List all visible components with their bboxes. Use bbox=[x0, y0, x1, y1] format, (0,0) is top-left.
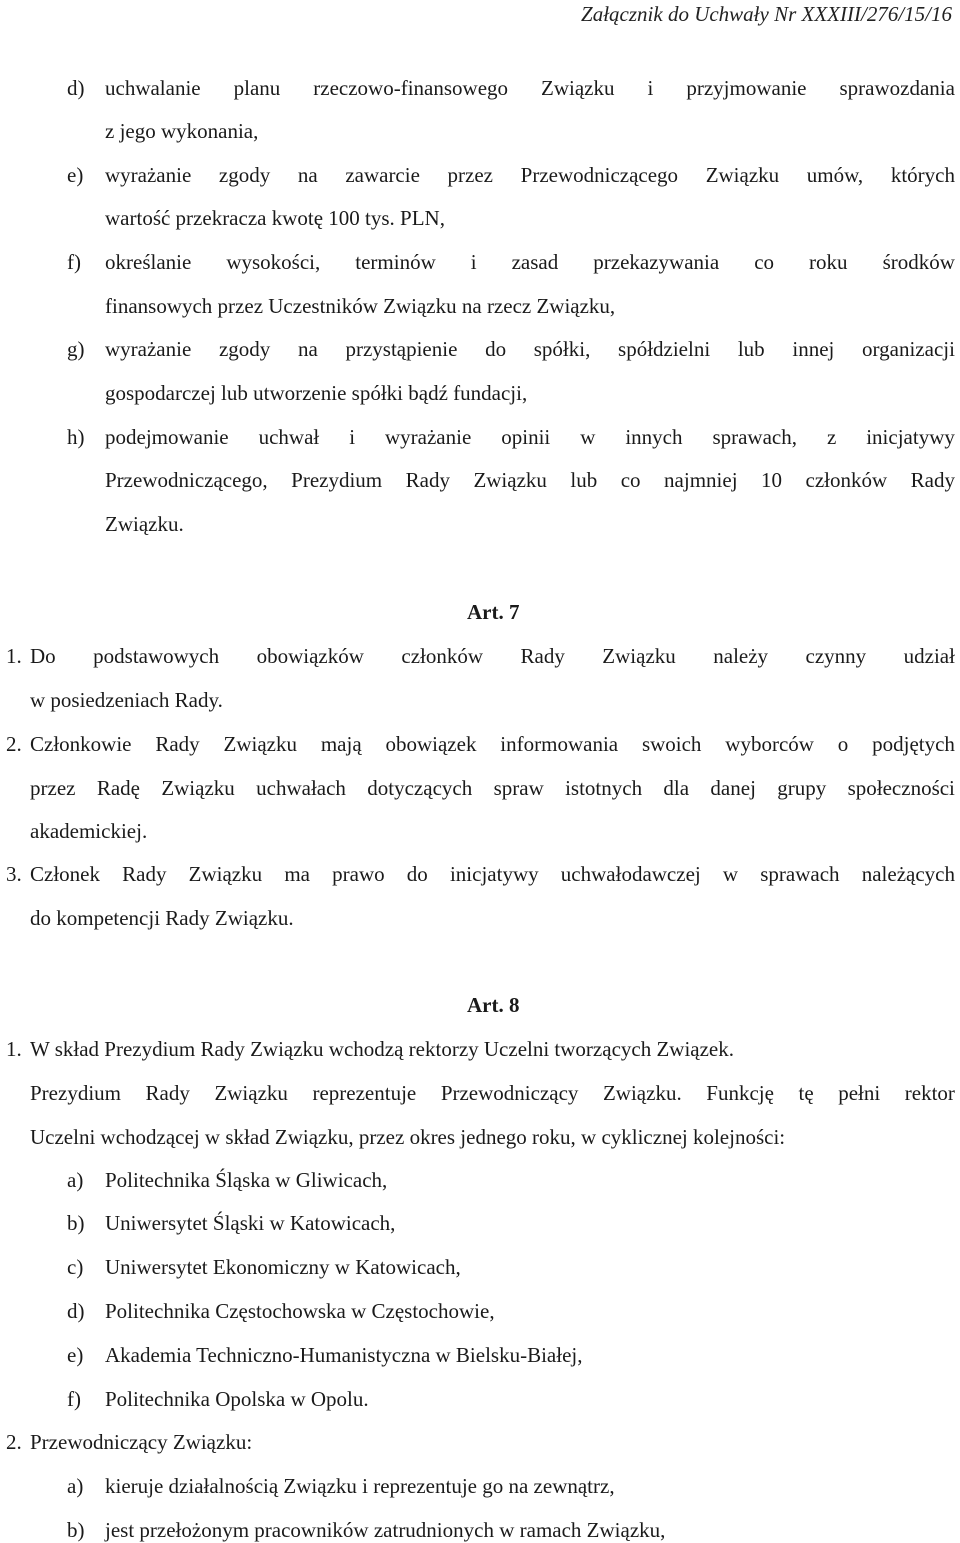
list-item-letter: d) bbox=[67, 1299, 85, 1323]
paragraph-number: 2. bbox=[6, 732, 22, 756]
list-item-letter: c) bbox=[67, 1255, 84, 1279]
article-heading: Art. 7 bbox=[467, 600, 520, 624]
paragraph-line: Uczelni wchodzącej w skład Związku, przez okres jednego roku, w cyklicznej kolejności: bbox=[30, 1125, 786, 1149]
article-heading: Art. 8 bbox=[467, 993, 520, 1017]
paragraph-line: akademickiej. bbox=[30, 819, 148, 843]
paragraph-number: 1. bbox=[6, 1037, 22, 1061]
list-item-text: jest przełożonym pracowników zatrudnionych w ramach Związku, bbox=[105, 1518, 666, 1542]
list-item-text: Politechnika Częstochowska w Częstochowie, bbox=[105, 1299, 495, 1323]
paragraph-line: Przewodniczący Związku: bbox=[30, 1430, 253, 1454]
paragraph-number: 2. bbox=[6, 1430, 22, 1454]
paragraph-line: Członkowie Rady Związku mają obowiązek informowania swoich wyborców o podjętych bbox=[30, 732, 955, 756]
list-item-text: Uniwersytet Ekonomiczny w Katowicach, bbox=[105, 1255, 461, 1279]
list-item-line: uchwalanie planu rzeczowo-finansowego Związku i przyjmowanie sprawozdania bbox=[105, 76, 955, 100]
list-item-line: finansowych przez Uczestników Związku na rzecz Związku, bbox=[105, 294, 616, 318]
list-item-text: Uniwersytet Śląski w Katowicach, bbox=[105, 1211, 396, 1235]
list-item-line: Przewodniczącego, Prezydium Rady Związku lub co najmniej 10 członków Rady bbox=[105, 468, 955, 492]
list-item-line: gospodarczej lub utworzenie spółki bądź fundacji, bbox=[105, 381, 528, 405]
paragraph-line: Członek Rady Związku ma prawo do inicjatywy uchwałodawczej w sprawach należących bbox=[30, 862, 955, 886]
list-item-text: kieruje działalnością Związku i reprezentuje go na zewnątrz, bbox=[105, 1474, 615, 1498]
list-item-text: Politechnika Śląska w Gliwicach, bbox=[105, 1168, 388, 1192]
list-item-line: wyrażanie zgody na zawarcie przez Przewodniczącego Związku umów, których bbox=[105, 163, 955, 187]
list-item-letter: e) bbox=[67, 1343, 84, 1367]
list-item-text: Politechnika Opolska w Opolu. bbox=[105, 1387, 369, 1411]
list-item-line: określanie wysokości, terminów i zasad przekazywania co roku środków bbox=[105, 250, 955, 274]
document-header: Załącznik do Uchwały Nr XXXIII/276/15/16 bbox=[581, 2, 952, 26]
list-item-letter: h) bbox=[67, 425, 85, 449]
paragraph-line: W skład Prezydium Rady Związku wchodzą rektorzy Uczelni tworzących Związek. bbox=[30, 1037, 735, 1061]
paragraph-number: 3. bbox=[6, 862, 22, 886]
paragraph-line: Do podstawowych obowiązków członków Rady Związku należy czynny udział bbox=[30, 644, 955, 668]
paragraph-line: przez Radę Związku uchwałach dotyczących spraw istotnych dla danej grupy społeczności bbox=[30, 776, 955, 800]
list-item-letter: e) bbox=[67, 163, 84, 187]
paragraph-line: do kompetencji Rady Związku. bbox=[30, 906, 294, 930]
paragraph-number: 1. bbox=[6, 644, 22, 668]
list-item-text: Akademia Techniczno-Humanistyczna w Bielsku-Białej, bbox=[105, 1343, 583, 1367]
list-item-letter: a) bbox=[67, 1474, 84, 1498]
list-item-letter: a) bbox=[67, 1168, 84, 1192]
list-item-letter: b) bbox=[67, 1518, 85, 1542]
list-item-line: wartość przekracza kwotę 100 tys. PLN, bbox=[105, 206, 445, 230]
list-item-letter: g) bbox=[67, 337, 85, 361]
list-item-line: Związku. bbox=[105, 512, 184, 536]
list-item-line: wyrażanie zgody na przystąpienie do spółki, spółdzielni lub innej organizacji bbox=[105, 337, 955, 361]
list-item-line: podejmowanie uchwał i wyrażanie opinii w innych sprawach, z inicjatywy bbox=[105, 425, 955, 449]
list-item-letter: d) bbox=[67, 76, 85, 100]
paragraph-line: Prezydium Rady Związku reprezentuje Przewodniczący Związku. Funkcję tę pełni rektor bbox=[30, 1081, 955, 1105]
list-item-line: z jego wykonania, bbox=[105, 119, 259, 143]
list-item-letter: f) bbox=[67, 250, 81, 274]
list-item-letter: b) bbox=[67, 1211, 85, 1235]
paragraph-line: w posiedzeniach Rady. bbox=[30, 688, 223, 712]
list-item-letter: f) bbox=[67, 1387, 81, 1411]
